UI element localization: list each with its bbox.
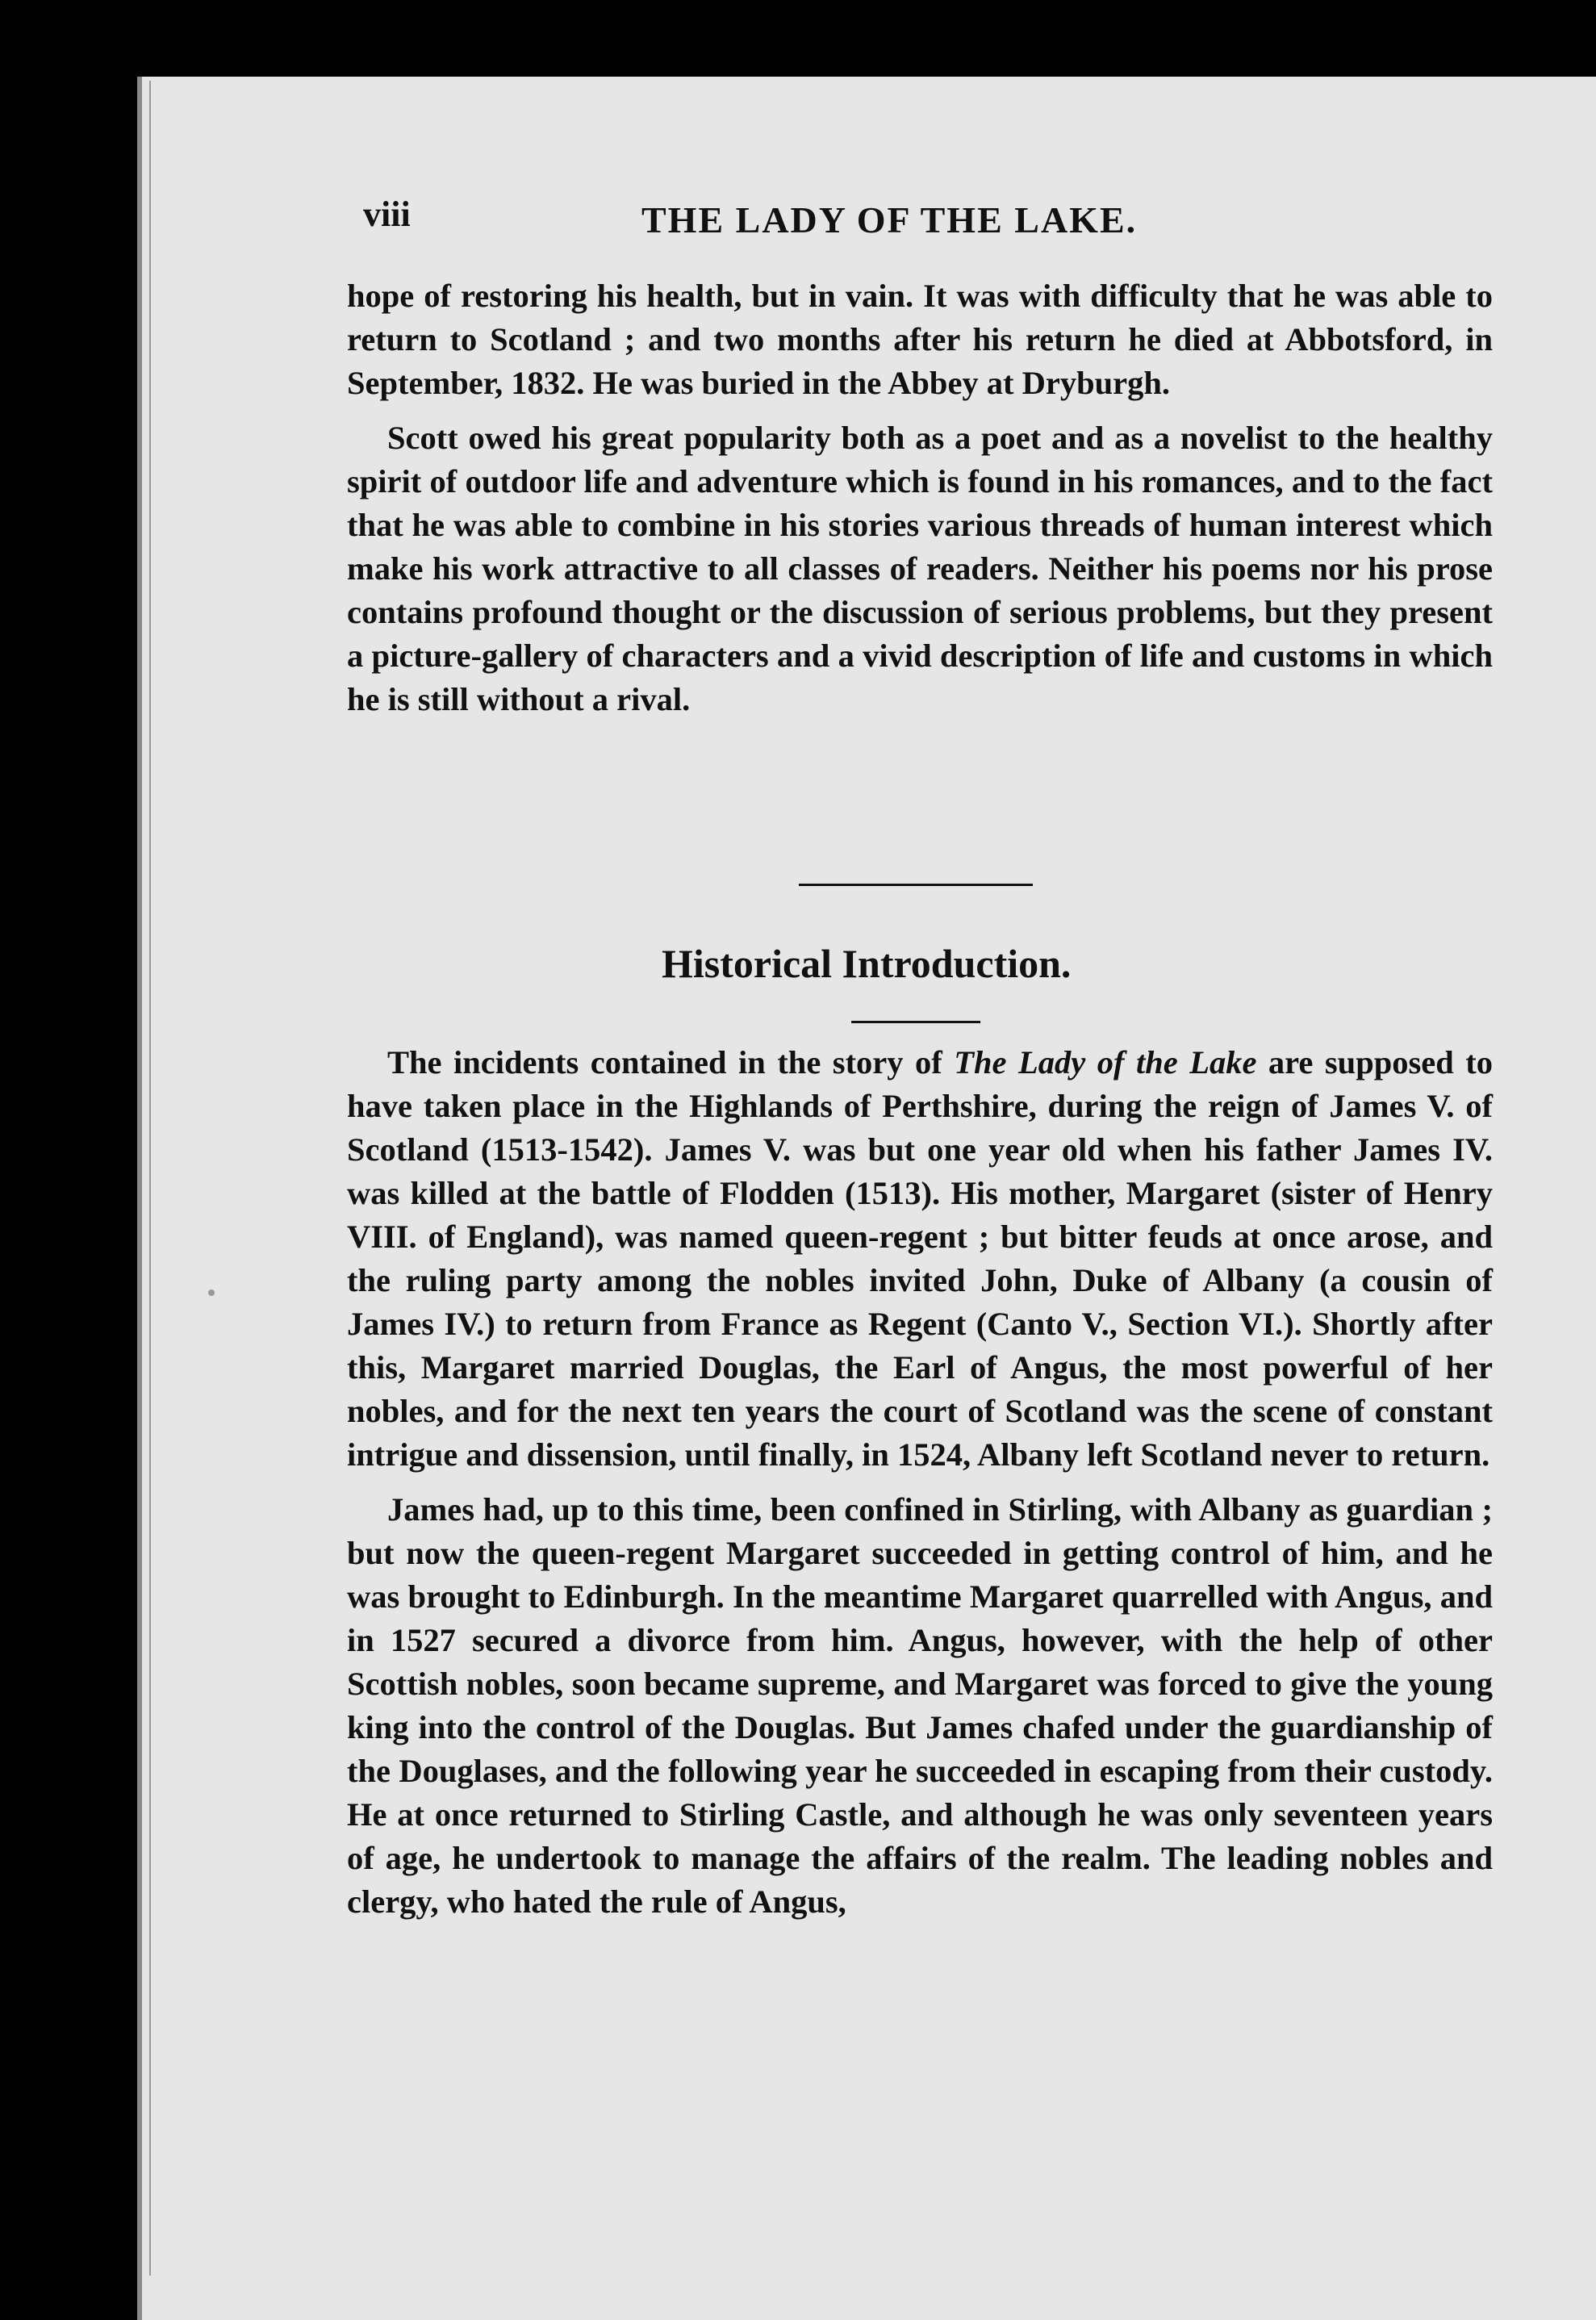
book-title-reference: The Lady of the Lake	[954, 1044, 1257, 1081]
page-number: viii	[363, 194, 411, 234]
page-header	[363, 194, 1493, 250]
paragraph-incidents	[347, 1041, 1493, 1477]
section-heading: Historical Introduction.	[662, 941, 1072, 986]
paper-speck	[208, 1290, 215, 1296]
paragraph-james-stirling: James had, up to this time, been confined in Stirling, with Albany as guardian ; but now the queen-regent Margaret succeeded in getting control of him, and he was brought to Edinburgh. In the meantime Margaret quarrelled with Angus, and in 1527 secured a divorce from him. Angus, however, with the help of other Scottish nobles, soon became supreme, and Margaret was forced to give the young king into the control of the Douglas. But James chafed under the guardianship of the Douglases, and the following year he succeeded in escaping from their custody. He at once returned to Stirling Castle, and although he was only seventeen years of age, he undertook to manage the affairs of the realm. The leading nobles and clergy, who hated the rule of Angus,	[347, 1491, 1493, 1920]
paragraph-scott-death: hope of restoring his health, but in vain. It was with difficulty that he was able to return to Scotland ; and two months after his return he died at Abbotsford, in September, 1832. He was buried in the Abbey at Dryburgh.	[347, 278, 1493, 401]
section-divider-rule	[799, 884, 1033, 886]
paragraph-incidents-body: are supposed to have taken place in the Highlands of Perthshire, during the reign of James V. of Scotland (1513-1542). James V. was but one year old when his father James IV. was killed at the battle of Flodden (1513). His mother, Margaret (sister of Henry VIII. of England), was named queen-regent ; but bitter feuds at once arose, and the ruling party among the nobles invited John, Duke of Albany (a cousin of James IV.) to return from France as Regent (Canto V., Section VI.). Shortly after this, Margaret married Douglas, the Earl of Angus, the most powerful of her nobles, and for the next ten years the court of Scotland was the scene of constant intrigue and dissension, until finally, in 1524, Albany left Scotland never to return.	[347, 1044, 1493, 1473]
page-edge-line	[149, 81, 151, 2276]
historical-introduction-text	[347, 1041, 1493, 1924]
heading-underline-rule	[851, 1021, 980, 1023]
paragraph-scott-popularity: Scott owed his great popularity both as a poet and as a novelist to the healthy spirit of outdoor life and adventure which is found in his romances, and to the fact that he was able to combine in his stories various threads of human interest which make his work attractive to all classes of readers. Neither his poems nor his prose contains profound thought or the discussion of serious problems, but they present a picture-gallery of characters and a vivid description of life and customs in which he is still without a rival.	[347, 420, 1493, 717]
running-title: THE LADY OF THE LAKE.	[641, 199, 1138, 240]
opening-text	[347, 274, 1493, 721]
paragraph-incidents-lead: The incidents contained in the story of	[387, 1044, 955, 1081]
